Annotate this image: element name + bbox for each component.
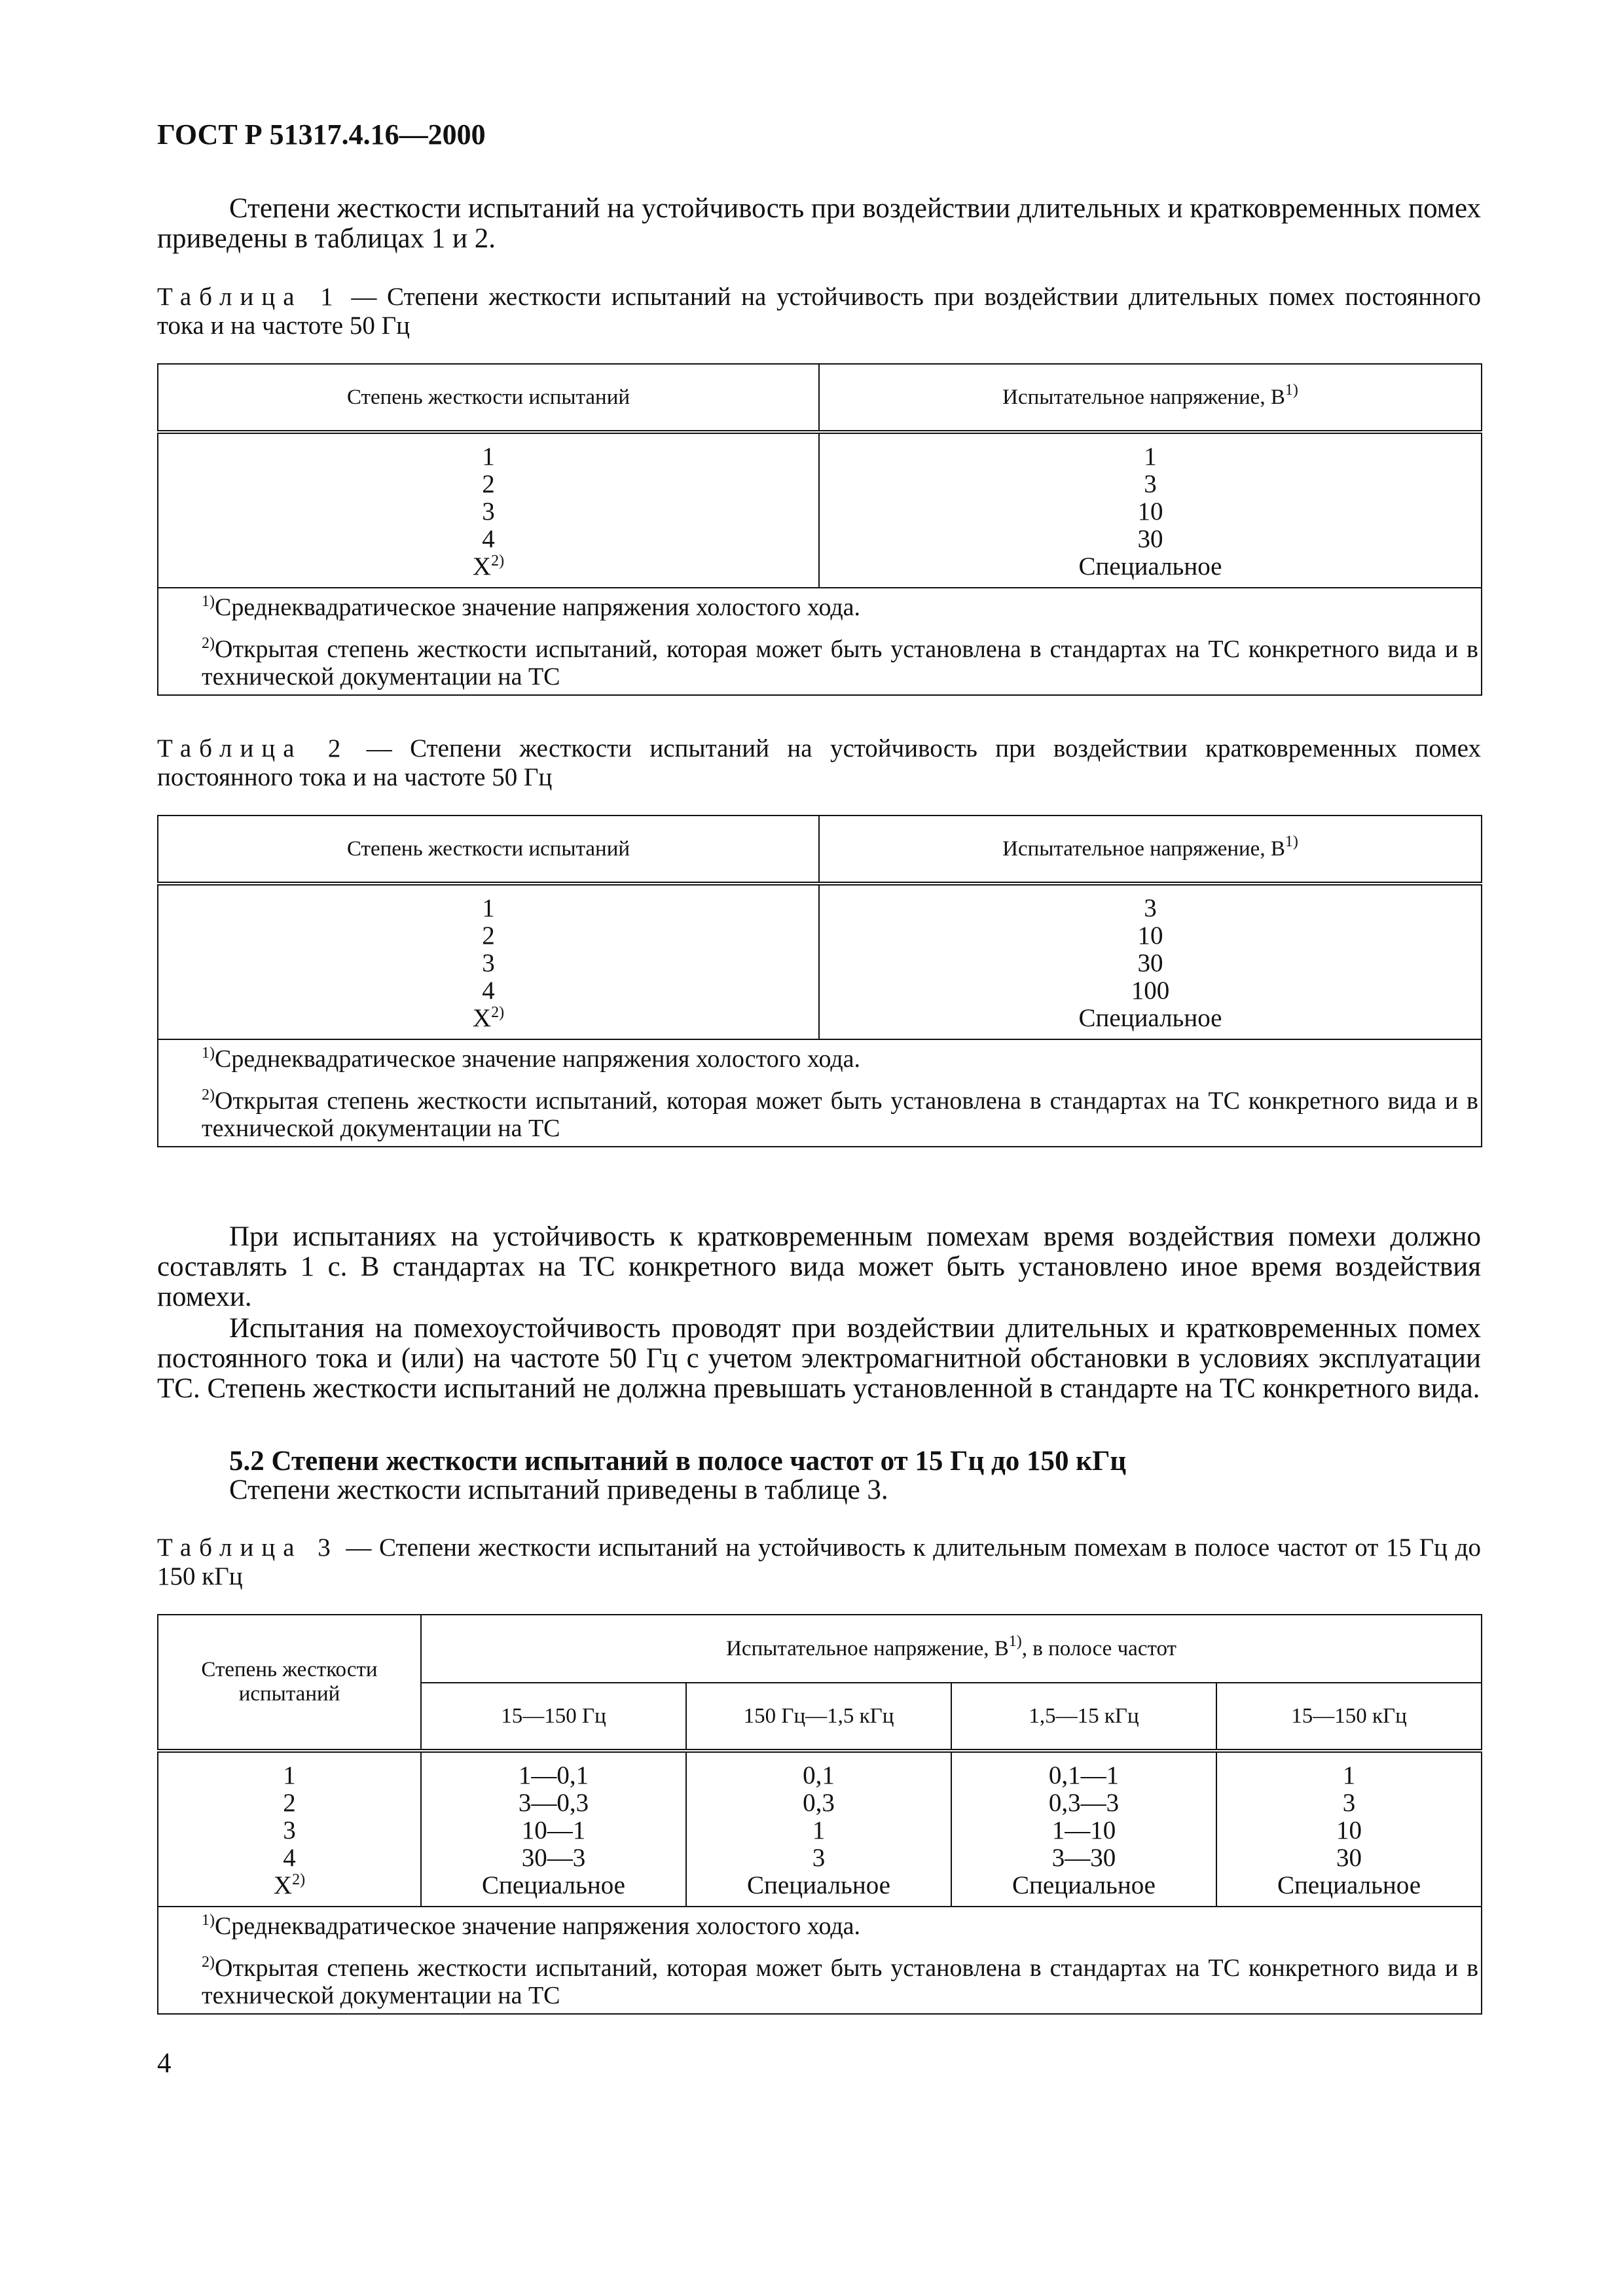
table3-band2-values: 0,1 0,3 1 3 Специальное: [686, 1751, 951, 1907]
table3-col-group: Испытательное напряжение, $В^{1)}$, в полосе частот: [421, 1615, 1482, 1683]
table3: [157, 1614, 1482, 2015]
table1-caption-text: — Степени жесткости испытаний на устойчивость при воздействии длительных помех постоянного тока и на частоте 50 Гц: [157, 283, 1481, 340]
table3-col-level: Степень жесткости испытаний: [158, 1615, 421, 1751]
table2-header-row: [158, 816, 1482, 884]
table2-levels: 1 2 3 4 $Х^{2)}$: [158, 884, 819, 1039]
section-text: Степени жесткости испытаний приведены в таблице 3.: [229, 1475, 888, 1505]
table3-band4-values: 1 3 10 30 Специальное: [1216, 1751, 1482, 1907]
table1-header-row: [158, 364, 1482, 432]
table3-notes: $^{1)}$Среднеквадратическое значение напряжения холостого хода. $^{2)}$Открытая степень жесткости испытаний, которая может быть установлена в стандартах на ТС конкретного вида и в технической документации на ТС: [158, 1907, 1482, 2014]
table1-values-row: [158, 432, 1482, 588]
section-heading: 5.2 Степени жесткости испытаний в полосе частот от 15 Гц до 150 кГц: [229, 1446, 1127, 1477]
table1-col-level: Степень жесткости испытаний: [158, 364, 819, 432]
table1-caption: [157, 283, 1481, 340]
table3-caption: [157, 1534, 1481, 1591]
table2-col-level: Степень жесткости испытаний: [158, 816, 819, 884]
table3-band-1: 15—150 Гц: [421, 1683, 686, 1751]
table2-col-voltage: Испытательное напряжение, $В^{1)}$: [819, 816, 1482, 884]
table3-band3-values: 0,1—1 0,3—3 1—10 3—30 Специальное: [951, 1751, 1216, 1907]
table2-notes: $^{1)}$Среднеквадратическое значение напряжения холостого хода. $^{2)}$Открытая степень жесткости испытаний, которая может быть установлена в стандартах на ТС конкретного вида и в технической документации на ТС: [158, 1039, 1482, 1147]
table2-caption-text: — Степени жесткости испытаний на устойчивость при воздействии кратковременных помех постоянного тока и на частоте 50 Гц: [157, 734, 1481, 791]
table3-band-4: 15—150 кГц: [1216, 1683, 1482, 1751]
table3-band1-values: 1—0,1 3—0,3 10—1 30—3 Специальное: [421, 1751, 686, 1907]
table3-header-row-1: [158, 1615, 1482, 1683]
table2-notes-row: [158, 1039, 1482, 1147]
table1-notes-row: [158, 588, 1482, 695]
table1: [157, 363, 1482, 696]
table1-levels: 1 2 3 4 $Х^{2)}$: [158, 432, 819, 588]
table1-col-voltage: Испытательное напряжение, $В^{1)}$: [819, 364, 1482, 432]
table2: [157, 815, 1482, 1147]
tests-paragraph: Испытания на помехоустойчивость проводят при воздействии длительных и кратковременных помех постоянного тока и (или) на частоте 50 Гц с учетом электромагнитной обстановки в условиях эксплуатации ТС. Степень жесткости испытаний не должна превышать установленной в стандарте на ТС конкретного вида.: [157, 1313, 1481, 1404]
table3-band-3: 1,5—15 кГц: [951, 1683, 1216, 1751]
page-number: 4: [157, 2048, 172, 2079]
table3-values-row: [158, 1751, 1482, 1907]
table1-caption-label: Таблица 1: [157, 283, 341, 311]
table3-notes-row: [158, 1907, 1482, 2014]
table2-caption: [157, 734, 1481, 792]
table3-band-2: 150 Гц—1,5 кГц: [686, 1683, 951, 1751]
table2-voltages: 3 10 30 100 Специальное: [819, 884, 1482, 1039]
intro-paragraph: Степени жесткости испытаний на устойчивость при воздействии длительных и кратковременных помех приведены в таблицах 1 и 2.: [157, 193, 1481, 254]
short-interference-paragraph: При испытаниях на устойчивость к кратковременным помехам время воздействия помехи должно составлять 1 с. В стандартах на ТС конкретного вида может быть установлено иное время воздействия помехи.: [157, 1221, 1481, 1312]
table1-voltages: 1 3 10 30 Специальное: [819, 432, 1482, 588]
table3-caption-text: — Степени жесткости испытаний на устойчивость к длительным помехам в полосе частот от 15 Гц до 150 кГц: [157, 1534, 1481, 1590]
table2-caption-label: Таблица 2: [157, 734, 349, 762]
table1-notes: $^{1)}$Среднеквадратическое значение напряжения холостого хода. $^{2)}$Открытая степень жесткости испытаний, которая может быть установлена в стандартах на ТС конкретного вида и в технической документации на ТС: [158, 588, 1482, 695]
table3-caption-label: Таблица 3: [157, 1534, 338, 1562]
document-header: ГОСТ Р 51317.4.16—2000: [157, 118, 486, 151]
table2-values-row: [158, 884, 1482, 1039]
table3-levels: 1 2 3 4 $Х^{2)}$: [158, 1751, 421, 1907]
